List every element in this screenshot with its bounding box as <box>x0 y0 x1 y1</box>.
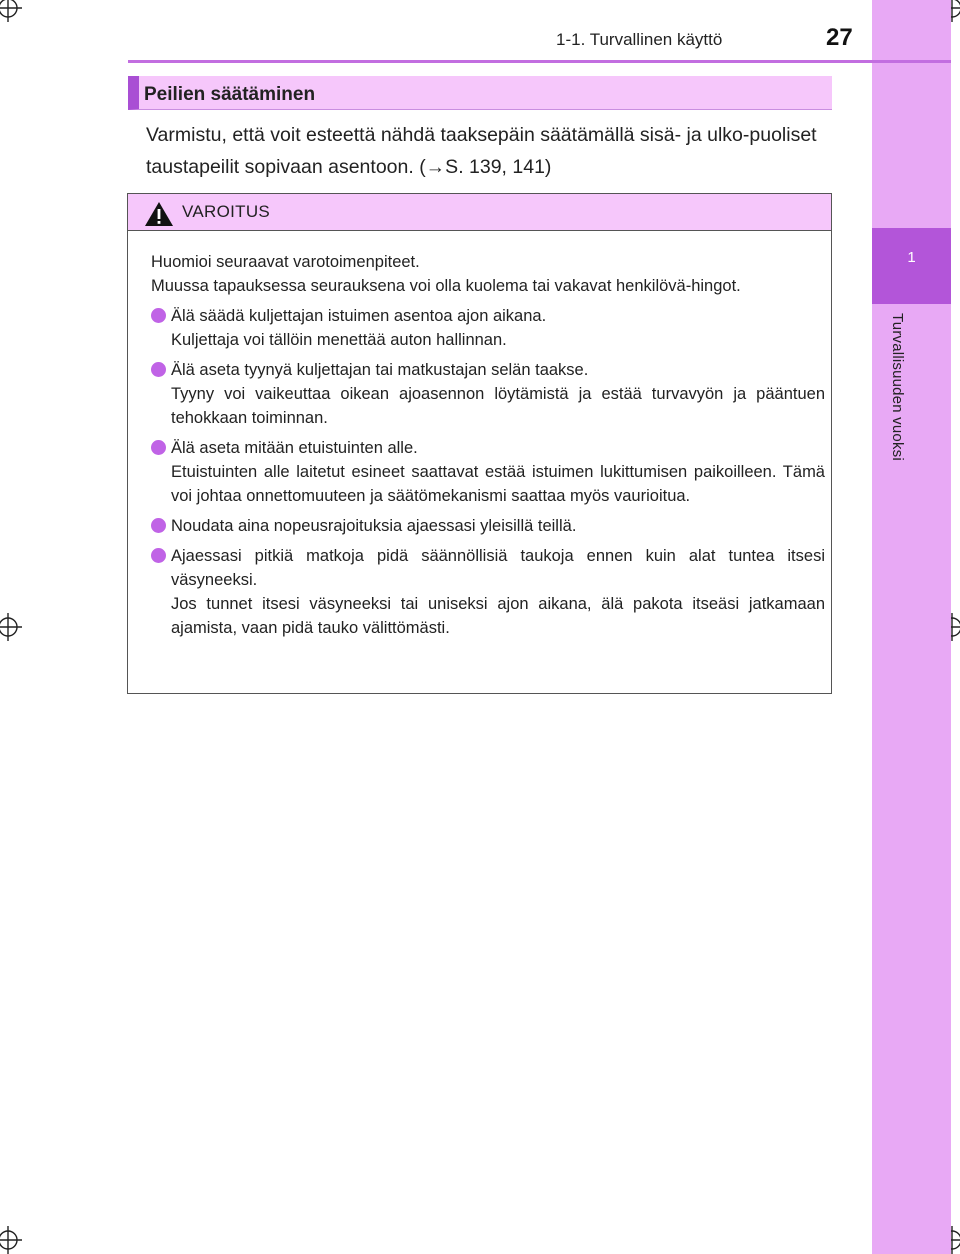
warning-item <box>151 514 825 538</box>
warning-item-text: Tyyny voi vaikeuttaa oikean ajoasennon löytämistä ja estää turvavyön ja pääntuen tehokkaan toiminnan. <box>171 385 825 427</box>
side-tab-chapter-label: Turvallisuuden vuoksi <box>889 313 906 461</box>
warning-item-text: Etuistuinten alle laitetut esineet saattavat estää istuimen lukittumisen paikoilleen. Tämä voi johtaa onnettomuuteen ja säätömekanismi saattaa myös vaurioitua. <box>171 463 825 505</box>
warning-title: VAROITUS <box>182 202 271 221</box>
crop-mark-bottom-left <box>0 1226 22 1254</box>
warning-item-heading: Älä säädä kuljettajan istuimen asentoa ajon aikana. <box>171 307 547 325</box>
bullet-dot-icon <box>151 308 166 323</box>
warning-item-text: Jos tunnet itsesi väsyneeksi tai uniseksi ajon aikana, älä pakota itseäsi jatkamaan ajamista, vaan pidä tauko välittömästi. <box>171 595 825 637</box>
crop-mark-mid-left <box>0 613 22 641</box>
warning-body <box>151 250 825 640</box>
header-section-title: 1-1. Turvallinen käyttö <box>556 30 723 49</box>
bullet-dot-icon <box>151 548 166 563</box>
warning-intro-line1: Huomioi seuraavat varotoimenpiteet. <box>151 253 420 271</box>
section-title: Peilien säätäminen <box>144 84 316 105</box>
warning-item <box>151 436 825 508</box>
warning-item-heading: Ajaessasi pitkiä matkoja pidä säännöllisiä taukoja ennen kuin alat tuntea itsesi väsyneeksi. <box>171 547 825 589</box>
bullet-dot-icon <box>151 518 166 533</box>
side-tab-band <box>872 0 951 1254</box>
bullet-dot-icon <box>151 440 166 455</box>
warning-item-heading: Älä aseta mitään etuistuinten alle. <box>171 439 418 457</box>
side-tab-chapter-number[interactable]: 1 <box>872 228 951 304</box>
warning-box <box>127 193 832 694</box>
warning-triangle-icon <box>144 201 174 227</box>
warning-item-heading: Älä aseta tyynyä kuljettajan tai matkustajan selän taakse. <box>171 361 589 379</box>
warning-intro-line2: Muussa tapauksessa seurauksena voi olla kuolema tai vakavat henkilövä-hingot. <box>151 277 741 295</box>
warning-header <box>128 194 831 231</box>
warning-item <box>151 304 825 352</box>
page-number: 27 <box>826 24 853 51</box>
section-intro-text: Varmistu, että voit esteettä nähdä taaksepäin säätämällä sisä- ja ulko-puoliset taustapeilit sopivaan asentoon. (→S. 139, 141) <box>146 124 817 178</box>
crop-mark-top-left <box>0 0 22 22</box>
bullet-dot-icon <box>151 362 166 377</box>
warning-item <box>151 544 825 640</box>
warning-item-heading: Noudata aina nopeusrajoituksia ajaessasi yleisillä teillä. <box>171 517 577 535</box>
header-rule <box>128 60 951 63</box>
warning-item-text: Kuljettaja voi tällöin menettää auton hallinnan. <box>171 331 507 349</box>
warning-item <box>151 358 825 430</box>
